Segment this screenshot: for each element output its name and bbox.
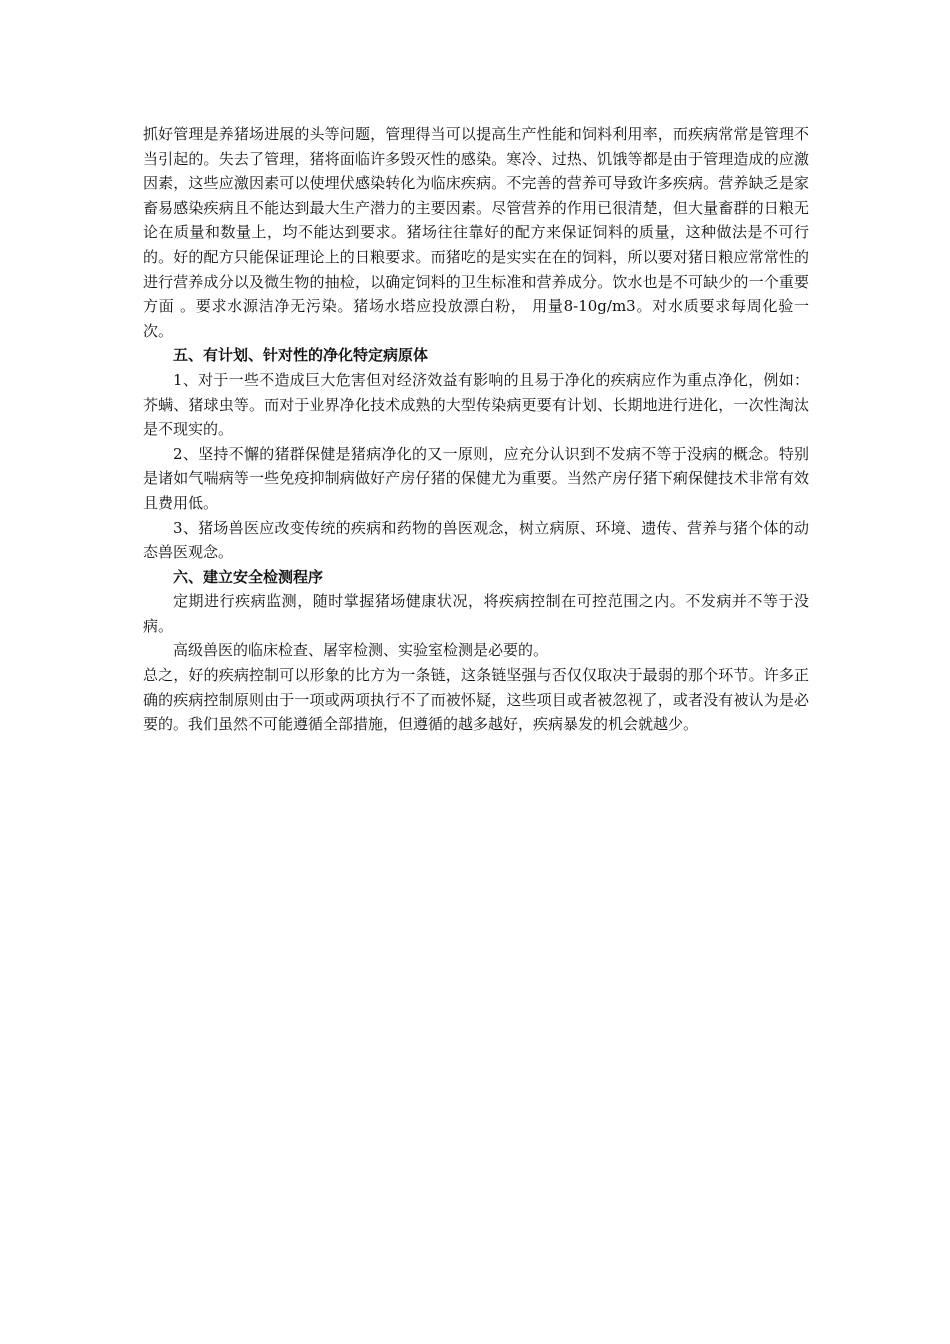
list-item-1: 1、对于一些不造成巨大危害但对经济效益有影响的且易于净化的疾病应作为重点净化，例如：芥螨、猪球虫等。而对于业界净化技术成熟的大型传染病更要有计划、长期地进行进化，一次性淘汰是不现实的。 xyxy=(143,370,809,439)
section-heading-6: 六、建立安全检测程序 xyxy=(173,567,324,586)
monitoring-paragraph: 定期进行疾病监测，随时掌握猪场健康状况，将疾病控制在可控范围之内。不发病并不等于没病。 xyxy=(143,592,809,635)
list-item-3: 3、猪场兽医应改变传统的疾病和药物的兽医观念，树立病原、环境、遗传、营养与猪个体的动态兽医观念。 xyxy=(143,518,809,562)
section-heading-5: 五、有计划、针对性的净化特定病原体 xyxy=(173,346,429,365)
conclusion-paragraph: 总之，好的疾病控制可以形象的比方为一条链，这条链坚强与否仅仅取决于最弱的那个环节。许多正确的疾病控制原则由于一项或两项执行不了而被怀疑，这些项目或者被忽视了，或者没有被认为是必要的。我们虽然不可能遵循全部措施，但遵循的越多越好，疾病暴发的机会就越少。 xyxy=(143,666,809,734)
intro-paragraph: 抓好管理是养猪场进展的头等问题，管理得当可以提高生产性能和饲料利用率，而疾病常常是管理不当引起的。失去了管理，猪将面临许多毁灭性的感染。寒冷、过热、饥饿等都是由于管理造成的应激因素，这些应激因素可以使埋伏感染转化为临床疾病。不完善的营养可导致许多疾病。营养缺乏是家畜易感染疾病且不能达到最大生产潜力的主要因素。尽管营养的作用已很清楚，但大量畜群的日粮无论在质量和数量上，均不能达到要求。猪场往往靠好的配方来保证饲料的质量，这种做法是不可行的。好的配方只能保证理论上的日粮要求。而猪吃的是实实在在的饲料，所以要对猪日粮应常常性的进行营养成分以及微生物的抽检，以确定饲料的卫生标准和营养成分。饮水也是不可缺少的一个重要方面 。要求水源洁净无污染。猪场水塔应投放漂白粉， 用量8-10g/m3。对水质要求每周化验一次。 xyxy=(143,125,809,340)
examination-paragraph: 高级兽医的临床检查、屠宰检测、实验室检测是必要的。 xyxy=(173,641,549,660)
list-item-2: 2、坚持不懈的猪群保健是猪病净化的又一原则，应充分认识到不发病不等于没病的概念。特别是诸如气喘病等一些免疫抑制病做好产房仔猪的保健尤为重要。当然产房仔猪下痢保健技术非常有效且费用低。 xyxy=(143,444,809,512)
document-body xyxy=(143,122,809,737)
